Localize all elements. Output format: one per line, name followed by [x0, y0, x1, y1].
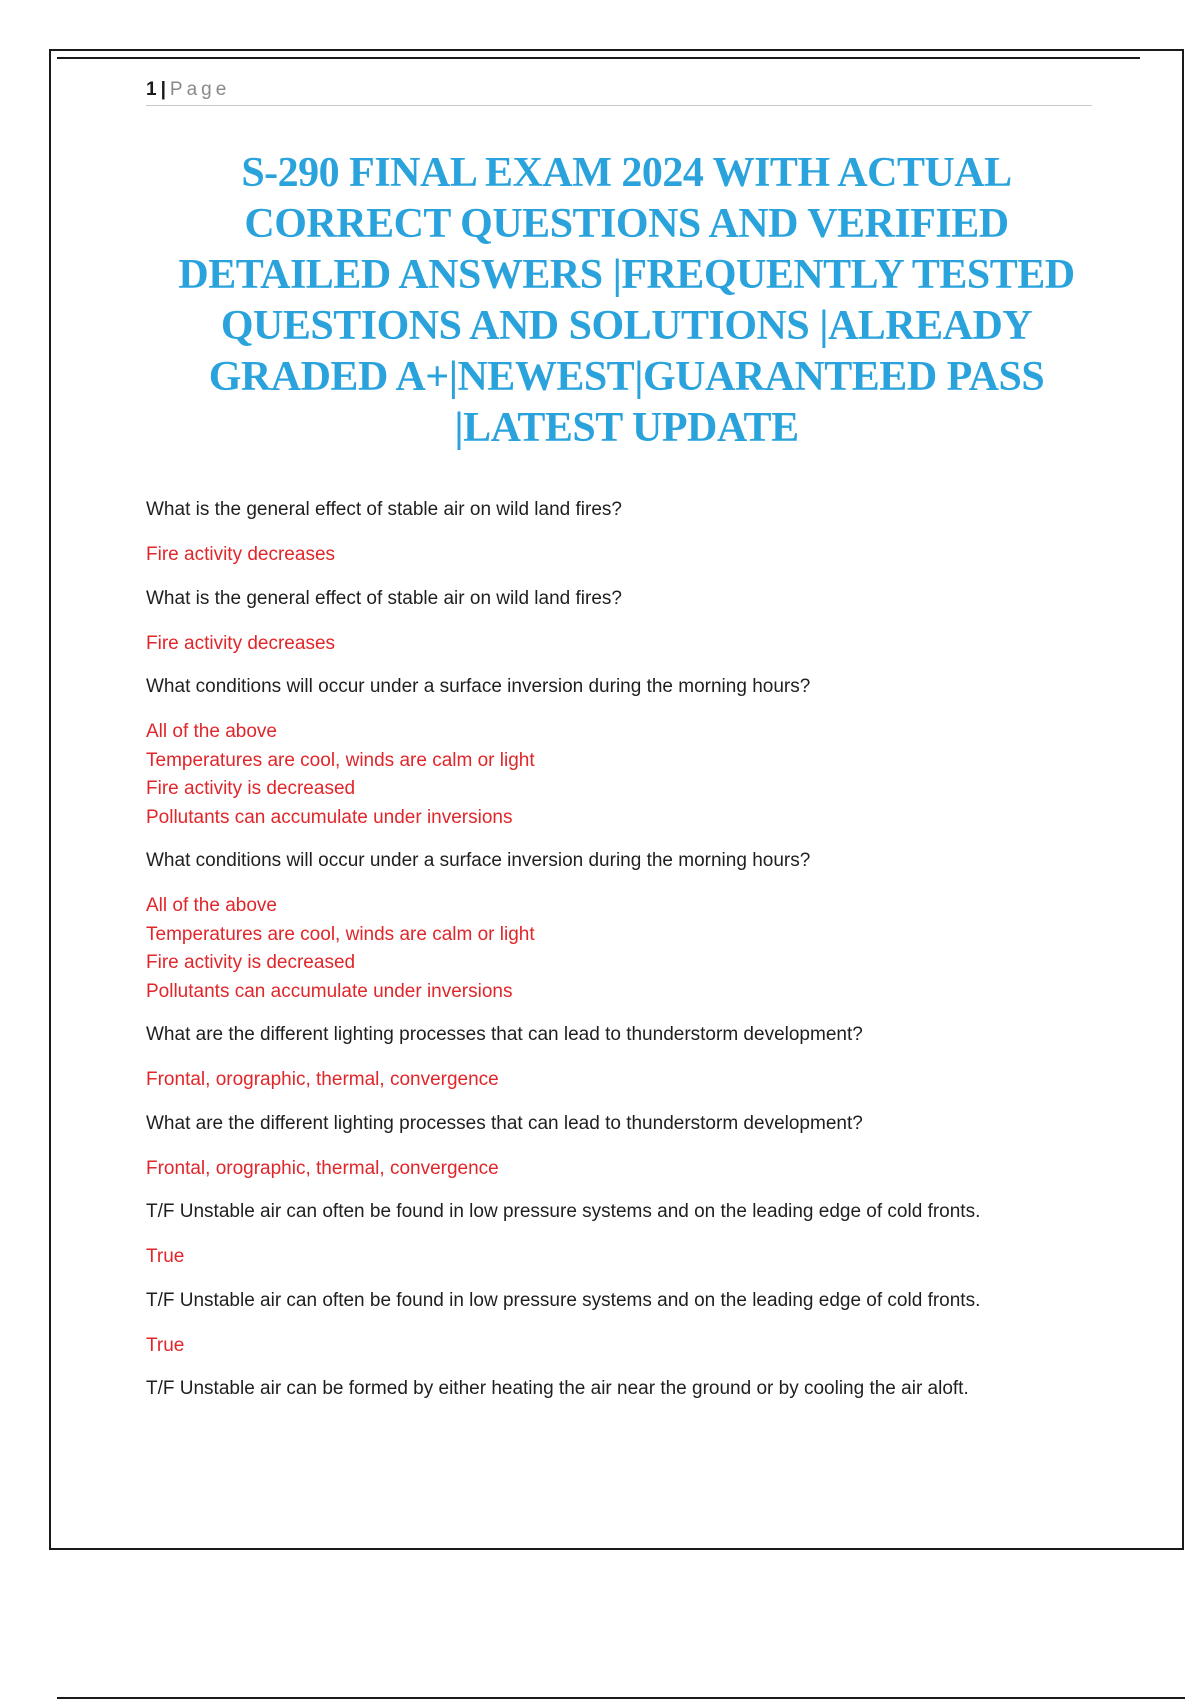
qa-list — [146, 496, 1142, 1420]
answer: All of the above — [146, 895, 277, 916]
answer: Fire activity is decreased — [146, 778, 356, 799]
answer: Temperatures are cool, winds are calm or light — [146, 923, 535, 945]
qa-item — [146, 496, 1142, 570]
answer: Fire activity decreases — [146, 544, 336, 565]
page-frame — [49, 49, 1184, 1550]
question: What is the general effect of stable air on wild land fires? — [146, 587, 622, 609]
answer: Frontal, orographic, thermal, convergence — [146, 1069, 499, 1090]
question: What are the different lighting processes that can lead to thunderstorm development? — [146, 1112, 863, 1134]
answer-group — [146, 892, 1142, 1006]
answer: Pollutants can accumulate under inversions — [146, 980, 513, 1002]
page-header — [146, 75, 1092, 106]
answer-group — [146, 1066, 1142, 1095]
answer-group — [146, 630, 1142, 659]
qa-item — [146, 585, 1142, 659]
answer: Fire activity decreases — [146, 632, 336, 654]
question: What is the general effect of stable air on wild land fires? — [146, 499, 622, 520]
page-number: 1 — [146, 79, 157, 100]
question: T/F Unstable air can often be found in low pressure systems and on the leading edge of cold fronts. — [146, 1201, 981, 1222]
answer: True — [146, 1334, 185, 1356]
qa-item — [146, 1287, 1142, 1361]
question: T/F Unstable air can often be found in low pressure systems and on the leading edge of cold fronts. — [146, 1289, 981, 1311]
answer: Fire activity is decreased — [146, 952, 356, 973]
qa-item — [146, 1021, 1142, 1095]
answer: True — [146, 1246, 185, 1267]
answer-group — [146, 1332, 1142, 1361]
answer-group — [146, 541, 1142, 570]
answer-group — [146, 1155, 1142, 1184]
top-rule — [57, 57, 1140, 59]
answer-group — [146, 718, 1142, 832]
answer: Pollutants can accumulate under inversions — [146, 806, 513, 828]
question: What conditions will occur under a surface inversion during the morning hours? — [146, 676, 811, 697]
answer-group — [146, 1243, 1142, 1272]
document-title: S-290 FINAL EXAM 2024 WITH ACTUAL CORRECT QUESTIONS AND VERIFIED DETAILED ANSWERS |FREQUENTLY TESTED QUESTIONS AND SOLUTIONS |ALREADY GRADED A+|NEWEST|GUARANTEED PASS |LATEST UPDATE — [178, 150, 1075, 451]
answer: All of the above — [146, 721, 277, 742]
bottom-rule — [57, 1697, 1185, 1699]
question: What conditions will occur under a surface inversion during the morning hours? — [146, 850, 811, 871]
question: T/F Unstable air can be formed by either heating the air near the ground or by cooling the air aloft. — [146, 1378, 969, 1399]
qa-item — [146, 673, 1142, 832]
question: What are the different lighting processes that can lead to thunderstorm development? — [146, 1024, 863, 1045]
answer: Temperatures are cool, winds are calm or light — [146, 749, 535, 771]
page-separator: | — [160, 79, 166, 100]
qa-item — [146, 1198, 1142, 1272]
answer: Frontal, orographic, thermal, convergence — [146, 1157, 499, 1179]
page-label: Page — [169, 79, 231, 100]
qa-item — [146, 1110, 1142, 1184]
qa-item — [146, 1375, 1142, 1403]
qa-item — [146, 847, 1142, 1006]
